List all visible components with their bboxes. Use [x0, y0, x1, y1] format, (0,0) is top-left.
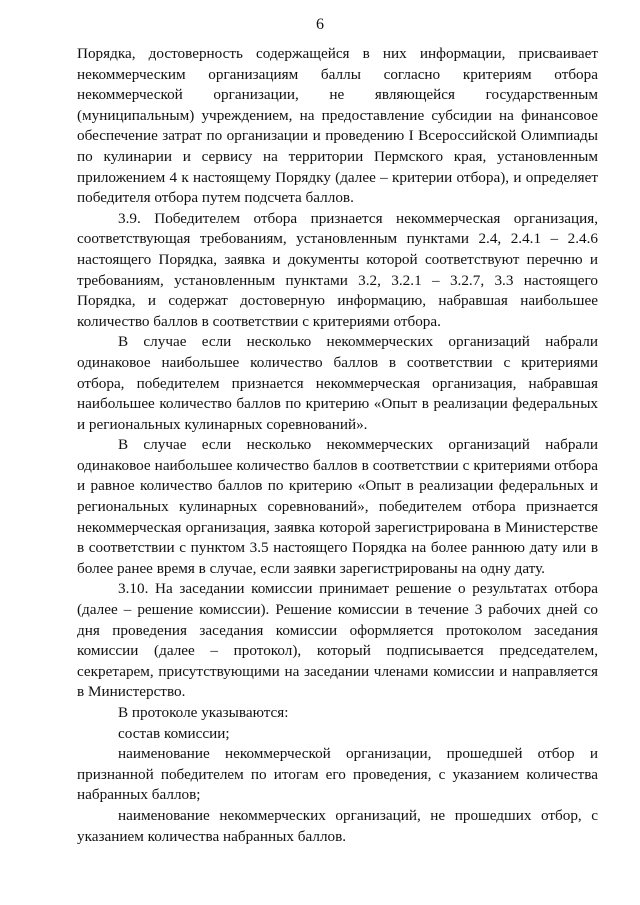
paragraph-continuation: Порядка, достоверность содержащейся в них информации, присваивает некоммерческим организациям баллы согласно критериям отбора некоммерческой организации, не являющейся государственным (муниципальным) учреждением, на предоставление субсидии на финансовое обеспечение затрат по организации и проведению I Всероссийской Олимпиады по кулинарии и сервису на территории Пермского края, установленным приложением 4 к настоящему Порядку (далее – критерии отбора), и определяет победителя отбора путем подсчета баллов. [77, 45, 598, 207]
paragraph-3-9: 3.9. Победителем отбора признается некоммерческая организация, соответствующая требованиям, установленным пунктами 2.4, 2.4.1 – 2.4.6 настоящего Порядка, заявка и документы которой соответствуют перечню и требованиям, установленным пунктами 3.2, 3.2.1 – 3.2.7, 3.3 настоящего Порядка, и содержат достоверную информацию, набравшая наибольшее количество баллов в соответствии с критериями отбора. [77, 209, 598, 330]
list-item-commission-composition: состав комиссии; [118, 724, 230, 742]
paragraph-protocol-intro: В протоколе указываются: [118, 704, 289, 721]
page-number: 6 [316, 16, 324, 33]
list-item-non-winners: наименование некоммерческих организаций, не прошедших отбор, с указанием количества набранных баллов. [77, 806, 598, 845]
paragraph-tie-rule-1: В случае если несколько некоммерческих организаций набрали одинаковое наибольшее количество баллов в соответствии с критериями отбора, победителем признается некоммерческая организация, набравшая наибольшее количество баллов по критерию «Опыт в реализации федеральных и региональных кулинарных соревнований». [77, 333, 598, 433]
document-body [77, 44, 598, 847]
paragraph-tie-rule-2: В случае если несколько некоммерческих организаций набрали одинаковое наибольшее количество баллов в соответствии с критериями отбора и равное количество баллов по критерию «Опыт в реализации федеральных и региональных кулинарных соревнований», победителем отбора признается некоммерческая организация, заявка которой зарегистрирована в Министерстве в соответствии с пунктом 3.5 настоящего Порядка на более раннюю дату или в более ранее время в случае, если заявки зарегистрированы на одну дату. [77, 436, 598, 577]
paragraph-3-10: 3.10. На заседании комиссии принимает решение о результатах отбора (далее – решение комиссии). Решение комиссии в течение 3 рабочих дней со дня проведения заседания комиссии оформляется протоколом заседания комиссии (далее – протокол), который подписывается председателем, секретарем, присутствующими на заседании членами комиссии и направляется в Министерство. [77, 580, 598, 701]
list-item-winner: наименование некоммерческой организации, прошедшей отбор и признанной победителем по итогам его проведения, с указанием количества набранных баллов; [77, 745, 598, 804]
